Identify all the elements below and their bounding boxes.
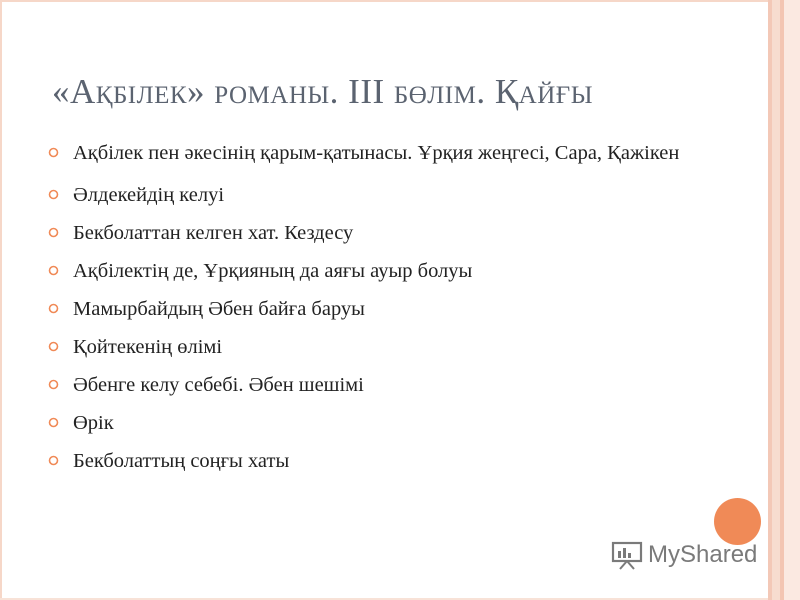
list-item	[48, 180, 728, 210]
bullet-list	[48, 138, 728, 476]
list-item-text: Ақбілектің де, Ұрқияның да аяғы ауыр болуы	[73, 260, 473, 282]
list-item	[48, 294, 728, 324]
list-item	[48, 446, 728, 476]
watermark-text: MyShared	[648, 541, 758, 568]
list-item-text: Қойтекенің өлімі	[73, 336, 223, 358]
orange-circle-decoration	[714, 498, 761, 545]
list-item-text: Бекболаттан келген хат. Кездесу	[73, 222, 354, 244]
list-item	[48, 332, 728, 362]
list-item-text: Бекболаттың соңғы хаты	[73, 450, 290, 472]
circle-bullet-icon	[48, 341, 59, 352]
circle-bullet-icon	[48, 303, 59, 314]
list-item-text: Әбенге келу себебі. Әбен шешімі	[73, 374, 364, 396]
list-item	[48, 408, 728, 438]
top-border	[0, 0, 800, 2]
list-item-text: Ақбілек пен әкесінің қарым-қатынасы. Ұрқия жеңгесі, Сара, Қажікен	[73, 142, 680, 164]
left-border	[0, 0, 2, 600]
circle-bullet-icon	[48, 417, 59, 428]
list-item-text: Мамырбайдың Әбен байға баруы	[73, 298, 365, 320]
circle-bullet-icon	[48, 227, 59, 238]
circle-bullet-icon	[48, 189, 59, 200]
right-stripe	[772, 0, 780, 600]
list-item-text: Әлдекейдің келуі	[73, 184, 225, 206]
watermark-logo	[610, 539, 770, 571]
slide-title: «Ақбілек» романы. ІІІ бөлім. Қайғы	[52, 72, 594, 111]
list-item	[48, 370, 728, 400]
right-stripe	[784, 0, 800, 600]
list-item	[48, 218, 728, 248]
circle-bullet-icon	[48, 265, 59, 276]
circle-bullet-icon	[48, 147, 59, 158]
circle-bullet-icon	[48, 455, 59, 466]
list-item	[48, 138, 728, 168]
list-item-text: Өрік	[73, 412, 114, 434]
presentation-board-icon	[610, 540, 644, 570]
list-item	[48, 256, 728, 286]
circle-bullet-icon	[48, 379, 59, 390]
